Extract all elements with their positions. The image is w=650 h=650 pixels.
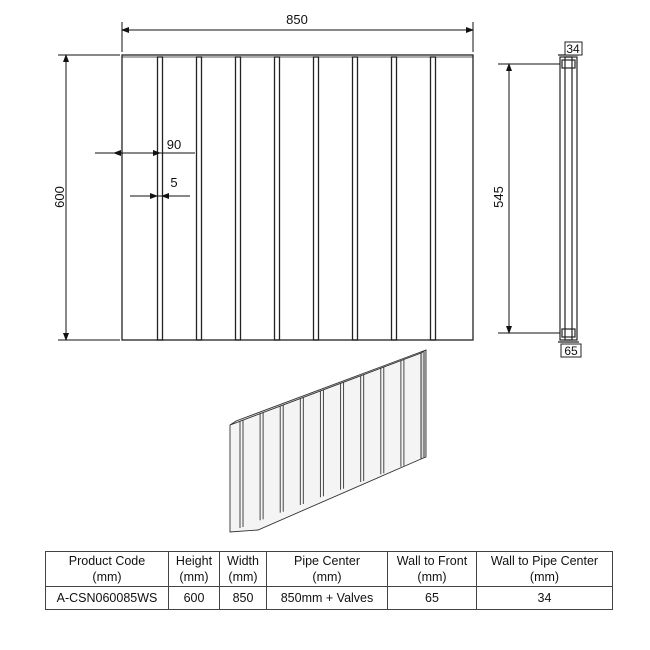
header-height: Height (mm) [169, 552, 220, 587]
spec-table-row [46, 587, 613, 610]
front-panel-grooves [158, 57, 436, 340]
panel-groove [392, 57, 397, 340]
wall-to-front-label: 65 [564, 344, 578, 358]
height-label: 600 [52, 186, 67, 208]
panel-groove [353, 57, 358, 340]
pipe-center-dimension [498, 64, 560, 333]
header-width: Width (mm) [220, 552, 267, 587]
header-wall-to-pipe-center: Wall to Pipe Center (mm) [477, 552, 613, 587]
cell-width: 850 [220, 587, 267, 610]
cell-wall-to-front: 65 [388, 587, 477, 610]
cell-height: 600 [169, 587, 220, 610]
cell-product-code: A-CSN060085WS [46, 587, 169, 610]
front-outline [122, 55, 473, 340]
spec-table [45, 551, 613, 610]
panel-groove [158, 57, 163, 340]
panel-groove [431, 57, 436, 340]
header-pipe-center: Pipe Center (mm) [267, 552, 388, 587]
wall-to-pipe-label: 34 [566, 42, 580, 56]
pipe-center-label: 545 [491, 186, 506, 208]
height-dimension [58, 55, 120, 340]
front-view [122, 55, 473, 340]
side-view [558, 55, 579, 342]
header-product-code: Product Code (mm) [46, 552, 169, 587]
header-wall-to-front: Wall to Front (mm) [388, 552, 477, 587]
panel-groove [275, 57, 280, 340]
panel-width-label: 90 [166, 137, 182, 152]
panel-groove [236, 57, 241, 340]
panel-groove [197, 57, 202, 340]
panel-groove [314, 57, 319, 340]
width-label: 850 [286, 12, 308, 27]
cell-pipe-center: 850mm + Valves [267, 587, 388, 610]
perspective-view [230, 350, 426, 532]
cell-wall-to-pipe-center: 34 [477, 587, 613, 610]
spec-table-header-row [46, 552, 613, 587]
gap-label: 5 [170, 175, 178, 190]
